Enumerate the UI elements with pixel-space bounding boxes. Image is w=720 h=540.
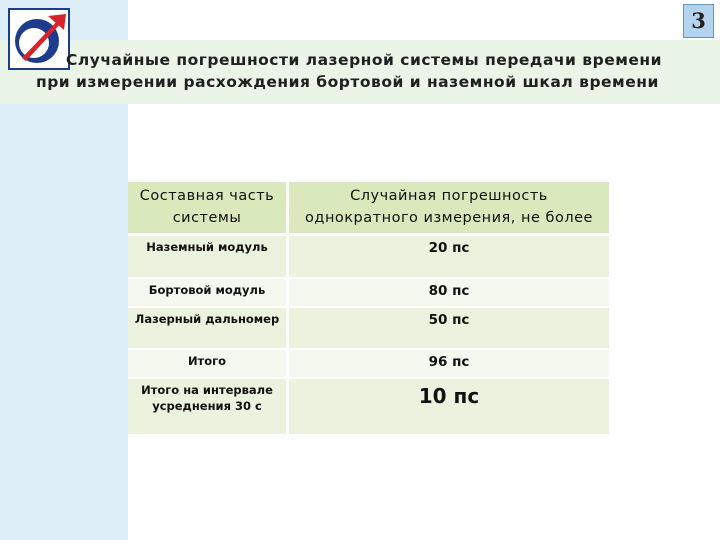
title-line-2: при измерении расхождения бортовой и наземной шкал времени — [36, 73, 659, 91]
table-row — [128, 378, 609, 435]
header-component: Составная часть системы — [128, 182, 288, 235]
component-cell: Лазерный дальномер — [128, 307, 288, 349]
slide-number: 3 — [683, 4, 714, 38]
table-row — [128, 278, 609, 307]
error-table — [128, 182, 609, 436]
table-row — [128, 349, 609, 378]
error-value-cell: 20 пс — [288, 235, 610, 279]
component-cell: Итого на интервале усреднения 30 с — [128, 378, 288, 435]
header-error: Случайная погрешность однократного измерения, не более — [288, 182, 610, 235]
component-cell: Наземный модуль — [128, 235, 288, 279]
table-row — [128, 307, 609, 349]
error-value-cell: 80 пс — [288, 278, 610, 307]
table-header-row — [128, 182, 609, 235]
table-row — [128, 235, 609, 279]
title-line-1: Случайные погрешности лазерной системы передачи времени — [66, 51, 662, 69]
error-value-cell: 50 пс — [288, 307, 610, 349]
slide-title — [36, 49, 720, 93]
error-value-cell: 96 пс — [288, 349, 610, 378]
component-cell: Итого — [128, 349, 288, 378]
component-cell: Бортовой модуль — [128, 278, 288, 307]
error-value-cell: 10 пс — [288, 378, 610, 435]
